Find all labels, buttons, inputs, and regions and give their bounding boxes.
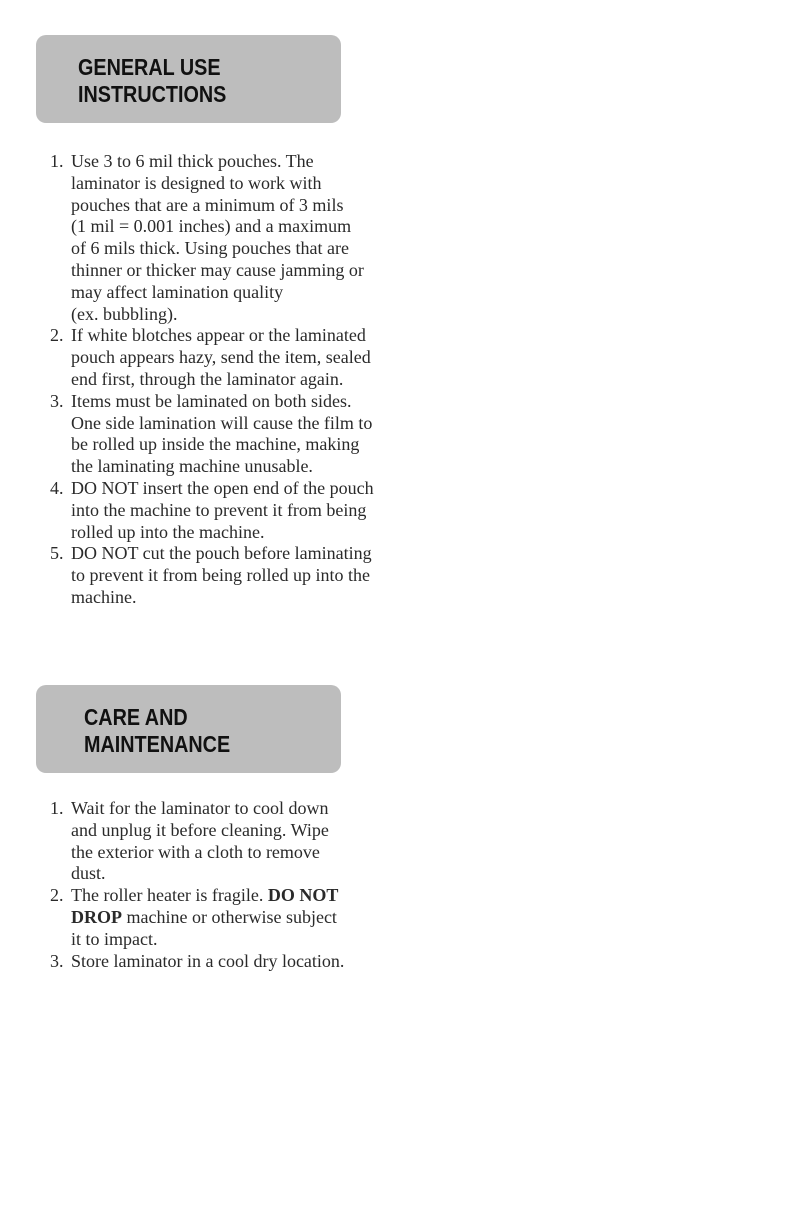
care-item-3 [50,951,370,973]
general-use-heading-line-2: INSTRUCTIONS [78,81,227,107]
general-use-item-2 [50,325,395,390]
item-text-line: of 6 mils thick. Using pouches that are [71,238,349,259]
item-text-line: Use 3 to 6 mil thick pouches. The [71,151,314,171]
warning-text: DROP [71,906,122,927]
item-text-line: may affect lamination quality [71,281,284,302]
item-number: 2. [50,325,64,346]
general-use-item-3 [50,391,395,478]
care-heading-line-1: CARE AND [84,704,188,730]
item-text-line: One side lamination will cause the film to [71,412,373,433]
item-text-line: and unplug it before cleaning. Wipe [71,819,329,840]
item-text: machine or otherwise subject [122,906,337,927]
care-heading-line-2: MAINTENANCE [84,731,231,757]
item-text-line: to prevent it from being rolled up into the [71,565,370,586]
item-text-line [71,885,370,907]
general-use-item-5 [50,543,395,608]
warning-text: DO NOT [267,885,339,906]
item-text: The roller heater is fragile. [71,885,268,906]
item-text-line: it to impact. [71,928,158,949]
care-item-1 [50,798,370,885]
item-text-line: machine. [71,586,137,607]
item-number: 1. [50,798,64,818]
item-text-line: If white blotches appear or the laminated [71,325,366,346]
item-text-line: thinner or thicker may cause jamming or [71,259,364,280]
general-use-item-1 [50,151,395,325]
item-text-line: the laminating machine unusable. [71,456,313,477]
item-text-line: Items must be laminated on both sides. [71,390,352,411]
care-maintenance-header [36,685,341,773]
item-text-line: DO NOT insert the open end of the pouch [71,477,374,498]
care-maintenance-list [50,798,370,972]
item-text-line: DO NOT cut the pouch before laminating [71,543,372,564]
item-text-line [71,907,370,929]
item-text-line: the exterior with a cloth to remove [71,841,320,862]
general-use-heading-line-1: GENERAL USE [78,54,221,80]
general-use-item-4 [50,478,395,543]
item-text-line: end first, through the laminator again. [71,368,344,389]
item-text-line: Store laminator in a cool dry location. [71,950,345,971]
item-text-line: laminator is designed to work with [71,172,322,193]
item-number: 3. [50,950,64,971]
item-text-line: pouches that are a minimum of 3 mils [71,194,344,215]
item-text-line: be rolled up inside the machine, making [71,434,360,455]
care-item-2 [50,885,370,950]
item-text-line: (ex. bubbling). [71,303,178,324]
item-text-line: rolled up into the machine. [71,521,265,542]
item-text-line: (1 mil = 0.001 inches) and a maximum [71,216,352,237]
item-number: 5. [50,543,64,564]
general-use-header [36,35,341,123]
item-number: 1. [50,151,64,171]
item-text-line: Wait for the laminator to cool down [71,798,329,818]
item-number: 4. [50,477,64,498]
general-use-list [50,151,395,609]
item-number: 2. [50,885,64,906]
item-text-line: into the machine to prevent it from being [71,499,367,520]
item-text-line: pouch appears hazy, send the item, sealed [71,347,371,368]
item-number: 3. [50,390,64,411]
item-text-line: dust. [71,863,106,884]
